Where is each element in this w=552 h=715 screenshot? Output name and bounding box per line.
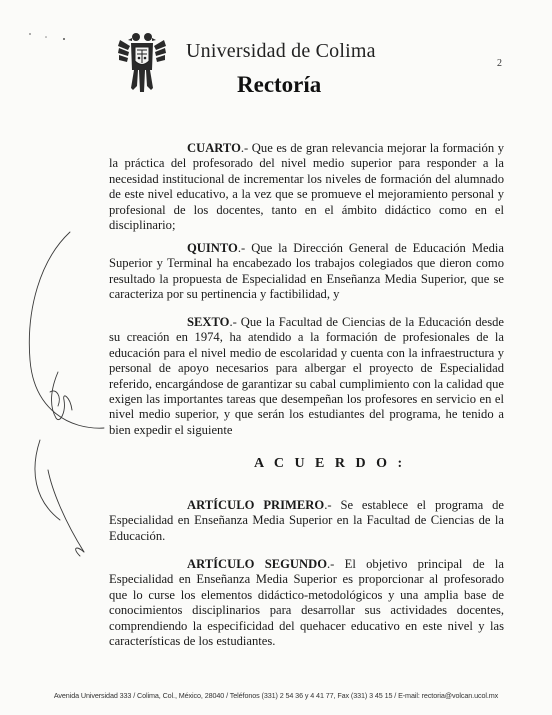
handwritten-signature-icon	[0, 0, 110, 715]
university-crest-icon	[116, 30, 168, 96]
clause-lead: QUINTO	[187, 241, 238, 255]
clause-quinto	[109, 241, 504, 303]
page-number: 2	[497, 58, 502, 69]
article-lead: ARTÍCULO PRIMERO	[187, 498, 325, 512]
clause-lead: CUARTO	[187, 141, 241, 155]
article-text: .- El objetivo principal de la Especialidad en Enseñanza Media Superior es proporcionar al profesorado que lo curse los elementos didáctico-metodológicos y una amplia base de conocimientos disciplinarios para desarrollar sus actividades docentes, comprendiendo la especificidad del quehacer educativo en este nivel y las características de los estudiantes.	[109, 557, 504, 649]
clause-text: .- Que la Dirección General de Educación Media Superior y Terminal ha encabezado los trabajos colegiados que dieron como resultado la propuesta de Especialidad en Enseñanza Media Superior, que se caracteriza por su pertinencia y factibilidad, y	[109, 241, 504, 302]
clause-text: .- Que la Facultad de Ciencias de la Educación desde su creación en 1974, ha atendido a la formación de profesionales de la educación para el nivel medio de escolaridad y cuenta con la infraestructura y personal de apoyo necesarios para albergar el proyecto de Especialidad referido, encargándose de garantizar su cabal cumplimiento con la calidad que exigen las importantes tareas que desempeñan los profesores en servicio en el nivel medio superior, y que serán los estudiantes del programa, he tenido a bien expedir el siguiente	[109, 315, 504, 437]
clause-sexto	[109, 315, 504, 438]
footer-address: Avenida Universidad 333 / Colima, Col., México, 28040 / Teléfonos (331) 2 54 36 y 4 41 77, Fax (331) 3 45 15 / E-mail: rectoria@volcan.ucol.mx	[53, 691, 499, 700]
office-title: Rectoría	[237, 72, 322, 97]
agreement-heading: A C U E R D O :	[254, 456, 406, 471]
clause-cuarto	[109, 141, 504, 233]
article-lead: ARTÍCULO SEGUNDO	[187, 557, 327, 571]
clause-lead: SEXTO	[187, 315, 230, 329]
university-name: Universidad de Colima	[186, 40, 376, 62]
article-segundo	[109, 557, 504, 649]
article-text: .- Se establece el programa de Especialidad en Enseñanza Media Superior en la Facultad de Ciencias de la Educación.	[109, 498, 504, 543]
clause-text: .- Que es de gran relevancia mejorar la formación y la práctica del profesorado del nivel medio superior para responder a la necesidad institucional de incrementar los niveles de formación del alumnado de este nivel educativo, a la vez que se promueve el mejoramiento personal y profesional de los docentes, tanto en el ámbito didáctico como en el disciplinario;	[109, 141, 504, 233]
article-primero	[109, 498, 504, 544]
